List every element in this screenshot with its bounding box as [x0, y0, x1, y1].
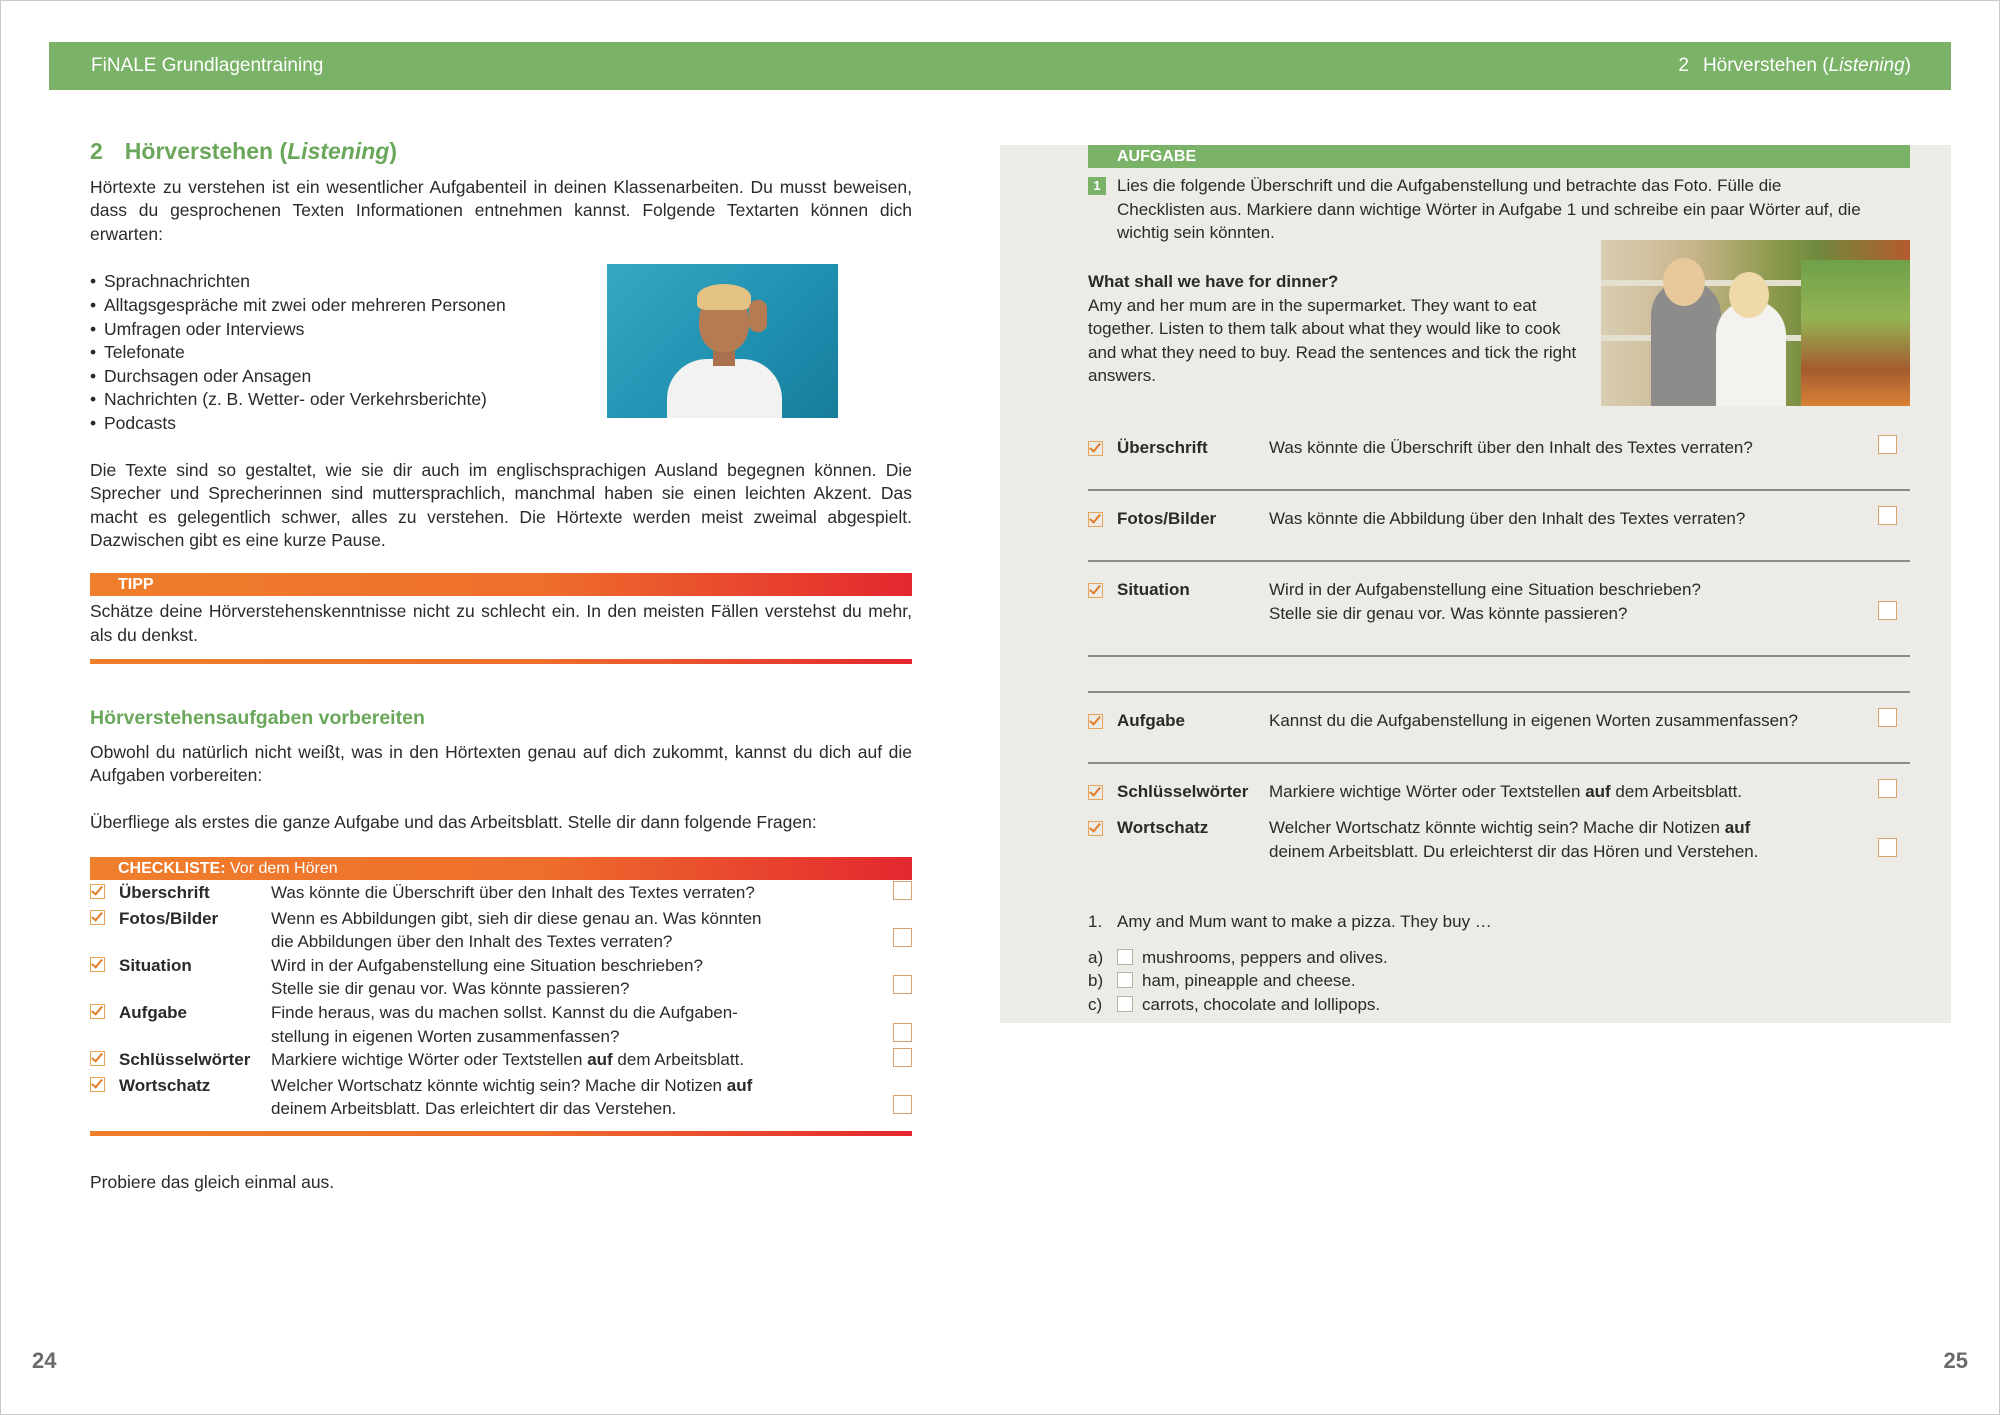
checked-checkbox-icon: [90, 1004, 105, 1019]
list-item: • Sprachnachrichten: [90, 271, 250, 292]
table-row: Schlüsselwörter Markiere wichtige Wörter oder Textstellen auf dem Arbeitsblatt.: [90, 1048, 912, 1074]
divider: [1088, 489, 1910, 491]
checklist-table: [90, 881, 912, 1121]
divider: [1088, 655, 1910, 657]
chapter-title-text: Hörverstehen (: [1702, 55, 1829, 76]
answer-option[interactable]: a) mushrooms, peppers and olives.: [1088, 947, 1388, 967]
tip-box: [90, 573, 912, 664]
empty-checkbox-icon[interactable]: [893, 881, 912, 900]
listening-photo: [607, 264, 838, 418]
checked-checkbox-icon: [90, 1051, 105, 1066]
checked-checkbox-icon: [90, 884, 105, 899]
section-title-text: Hörverstehen (: [124, 138, 288, 164]
checked-checkbox-icon: [90, 957, 105, 972]
prep-section: [90, 707, 912, 834]
list-item: • Nachrichten (z. B. Wetter- oder Verkehrsberichte): [90, 389, 487, 410]
story-title: What shall we have for dinner?: [1088, 272, 1339, 291]
checklist-rule: [90, 1131, 912, 1136]
empty-checkbox-icon[interactable]: [1878, 435, 1897, 454]
checked-checkbox-icon: [90, 910, 105, 925]
empty-checkbox-icon[interactable]: [1878, 779, 1897, 798]
answer-option[interactable]: b) ham, pineapple and cheese.: [1088, 971, 1356, 991]
tip-rule: [90, 659, 912, 664]
intro-paragraph: Hörtexte zu verstehen ist ein wesentlicher Aufgabenteil in deinen Klassenarbeiten. Du musst beweisen, dass du gesprochenen Texten Informationen entnehmen kannst. Folgende Textarten können dich erwarten:: [90, 176, 912, 244]
divider: [1088, 560, 1910, 562]
supermarket-photo: [1601, 240, 1910, 406]
empty-checkbox-icon[interactable]: [893, 928, 912, 947]
header-bar: [49, 42, 1951, 90]
checked-checkbox-icon: [1088, 821, 1103, 836]
prep-paragraph-2: Überfliege als erstes die ganze Aufgabe und das Arbeitsblatt. Stelle dir dann folgende Fragen:: [90, 811, 817, 832]
tip-header: TIPP: [90, 573, 912, 596]
checked-checkbox-icon: [1088, 583, 1103, 598]
chapter-title-end: ): [1904, 55, 1911, 76]
list-item: • Durchsagen oder Ansagen: [90, 365, 312, 386]
chapter-title-italic: Listening: [1828, 55, 1905, 76]
section-title-italic: Listening: [287, 138, 390, 164]
list-item: • Umfragen oder Interviews: [90, 318, 305, 339]
question: 1. Amy and Mum want to make a pizza. They buy …: [1088, 912, 1492, 931]
chapter-number: 2: [1678, 55, 1689, 76]
section-title-end: ): [389, 138, 398, 164]
divider: [1088, 762, 1910, 764]
story-block: [1088, 270, 1578, 388]
checked-checkbox-icon: [1088, 441, 1103, 456]
checked-checkbox-icon: [1088, 785, 1103, 800]
prep-paragraph-1: Obwohl du natürlich nicht weißt, was in den Hörtexten genau auf dich zukommt, kannst du dich auf die Aufgaben vorbereiten:: [90, 741, 912, 786]
empty-checkbox-icon[interactable]: [893, 975, 912, 994]
answer-option[interactable]: c) carrots, chocolate and lollipops.: [1088, 994, 1381, 1014]
empty-checkbox-icon[interactable]: [893, 1023, 912, 1042]
empty-checkbox-icon[interactable]: [1117, 996, 1133, 1012]
empty-checkbox-icon[interactable]: [1878, 601, 1897, 620]
aufgabe-header: AUFGABE: [1088, 145, 1910, 168]
task-instructions: Lies die folgende Überschrift und die Aufgabenstellung und betrachte das Foto. Fülle die Checklisten aus. Markiere dann wichtige Wörter in Aufgabe 1 und schreibe ein paar Wörter auf, die wichtig sein könnten.: [1117, 176, 1861, 243]
table-row: Aufgabe Finde heraus, was du machen sollst. Kannst du die Aufgaben- stellung in eigenen Worten zusammenfassen?: [90, 1001, 912, 1048]
prep-heading: Hörverstehensaufgaben vorbereiten: [90, 707, 425, 729]
checked-checkbox-icon: [1088, 512, 1103, 527]
empty-checkbox-icon[interactable]: [1117, 949, 1133, 965]
checked-checkbox-icon: [1088, 714, 1103, 729]
section-number: 2: [90, 138, 103, 164]
table-row: Fotos/Bilder Wenn es Abbildungen gibt, sieh dir diese genau an. Was könnten die Abbildungen über den Inhalt des Textes verraten?: [90, 907, 912, 954]
empty-checkbox-icon[interactable]: [1878, 708, 1897, 727]
chapter-title: [1678, 55, 1911, 77]
list-item: • Telefonate: [90, 342, 185, 363]
table-row: Situation Wird in der Aufgabenstellung eine Situation beschrieben? Stelle sie dir genau vor. Was könnte passieren?: [90, 954, 912, 1001]
table-row: Wortschatz Welcher Wortschatz könnte wichtig sein? Mache dir Notizen auf deinem Arbeitsblatt. Das erleichtert dir das Verstehen.: [90, 1074, 912, 1121]
closing-text: Probiere das gleich einmal aus.: [90, 1172, 335, 1192]
divider: [1088, 691, 1910, 693]
page-number-right: 25: [1943, 1348, 1968, 1373]
empty-checkbox-icon[interactable]: [893, 1048, 912, 1067]
checked-checkbox-icon: [90, 1077, 105, 1092]
empty-checkbox-icon[interactable]: [1878, 838, 1897, 857]
body-paragraph: Die Texte sind so gestaltet, wie sie dir auch im englischsprachigen Ausland begegnen können. Die Sprecher und Sprecherinnen sind muttersprachlich, manchmal haben sie einen leichten Akzent. Das macht es gelegentlich schwer, alles zu verstehen. Die Hörtexte werden meist zweimal abgespielt. Dazwischen gibt es eine kurze Pause.: [90, 459, 912, 551]
checklist-box: [90, 857, 912, 1136]
empty-checkbox-icon[interactable]: [893, 1095, 912, 1114]
book-title: FiNALE Grundlagentraining: [91, 55, 324, 76]
list-item: • Podcasts: [90, 412, 176, 433]
task-number-badge: 1: [1088, 177, 1106, 195]
page-number-left: 24: [32, 1348, 57, 1373]
tip-text: Schätze deine Hörverstehenskenntnisse nicht zu schlecht ein. In den meisten Fällen verstehst du mehr, als du denkst.: [90, 601, 912, 645]
checklist-header: CHECKLISTE: Vor dem Hören: [90, 857, 912, 880]
table-row: Überschrift Was könnte die Überschrift über den Inhalt des Textes verraten?: [90, 881, 912, 907]
story-text: Amy and her mum are in the supermarket. They want to eat together. Listen to them talk about what they would like to cook and what they need to buy. Read the sentences and tick the right answers.: [1088, 295, 1577, 386]
question-block: [1088, 910, 1888, 1016]
empty-checkbox-icon[interactable]: [1878, 506, 1897, 525]
list-item: • Alltagsgespräche mit zwei oder mehreren Personen: [90, 294, 506, 315]
empty-checkbox-icon[interactable]: [1117, 972, 1133, 988]
section-title: [90, 140, 912, 164]
